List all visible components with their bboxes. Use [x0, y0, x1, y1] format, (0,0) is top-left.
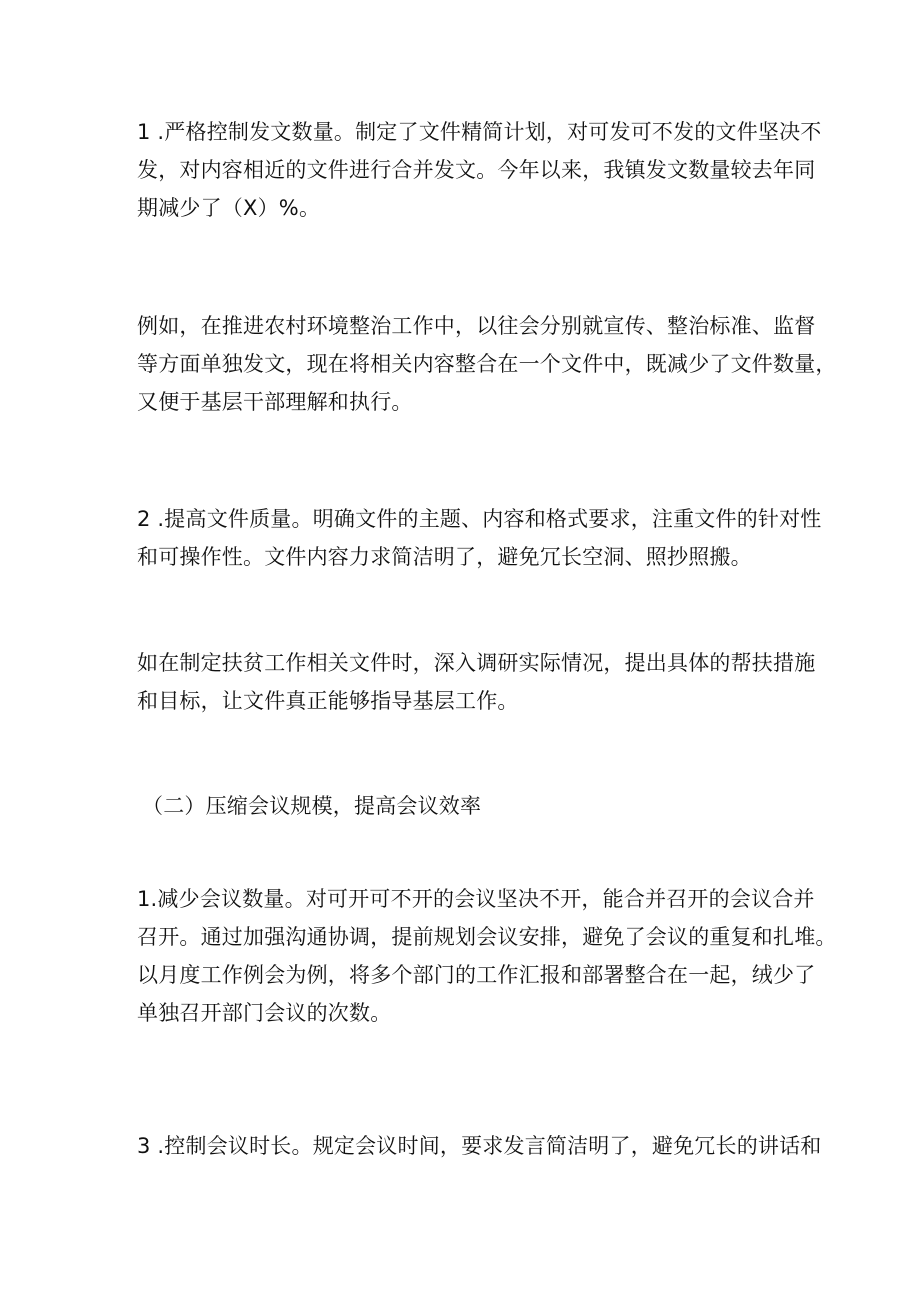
section-heading-meetings: [142, 787, 802, 825]
paragraph-improve-document-quality: [137, 500, 822, 576]
text-line: 期减少了（X）%。: [137, 196, 321, 220]
text-line: 又便于基层干部理解和执行。: [137, 390, 413, 414]
text-line: 例如，在推进农村环境整治工作中，以往会分别就宣传、整治标准、监督: [137, 314, 816, 338]
text-line: 2 .提高文件质量。明确文件的主题、内容和格式要求，注重文件的针对性: [137, 507, 822, 531]
text-line: 1.减少会议数量。对可开可不开的会议坚决不开，能合并召开的会议合并: [137, 887, 815, 911]
text-line: 和目标，让文件真正能够指导基层工作。: [137, 689, 519, 713]
text-line: 1 .严格控制发文数量。制定了文件精简计划，对可发可不发的文件坚决不: [137, 120, 822, 144]
text-line: 发，对内容相近的文件进行合并发文。今年以来，我镇发文数量较去年同: [137, 158, 816, 182]
text-line: （二）压缩会议规模，提高会议效率: [142, 794, 482, 818]
text-line: 以月度工作例会为例，将多个部门的工作汇报和部署整合在一起，绒少了: [137, 963, 816, 987]
paragraph-example-poverty-alleviation: [137, 644, 816, 720]
text-line: 和可操作性。文件内容力求简洁明了，避免冗长空洞、照抄照搬。: [137, 545, 752, 569]
paragraph-example-rural-environment: [137, 307, 837, 421]
text-line: 如在制定扶贫工作相关文件时，深入调研实际情况，提出具体的帮扶措施: [137, 651, 816, 675]
text-line: 3 .控制会议时长。规定会议时间，要求发言简洁明了，避免冗长的讲话和: [137, 1134, 822, 1158]
text-line: 单独召开部门会议的次数。: [137, 1001, 392, 1025]
text-line: 等方面单独发文，现在将相关内容整合在一个文件中，既减少了文件数量，: [137, 352, 837, 376]
text-line: 召开。通过加强沟通协调，提前规划会议安排，避免了会议的重复和扎堆。: [137, 925, 837, 949]
paragraph-reduce-meeting-count: [137, 880, 837, 1032]
paragraph-control-document-count: [137, 113, 822, 227]
paragraph-control-meeting-duration: [137, 1127, 822, 1165]
